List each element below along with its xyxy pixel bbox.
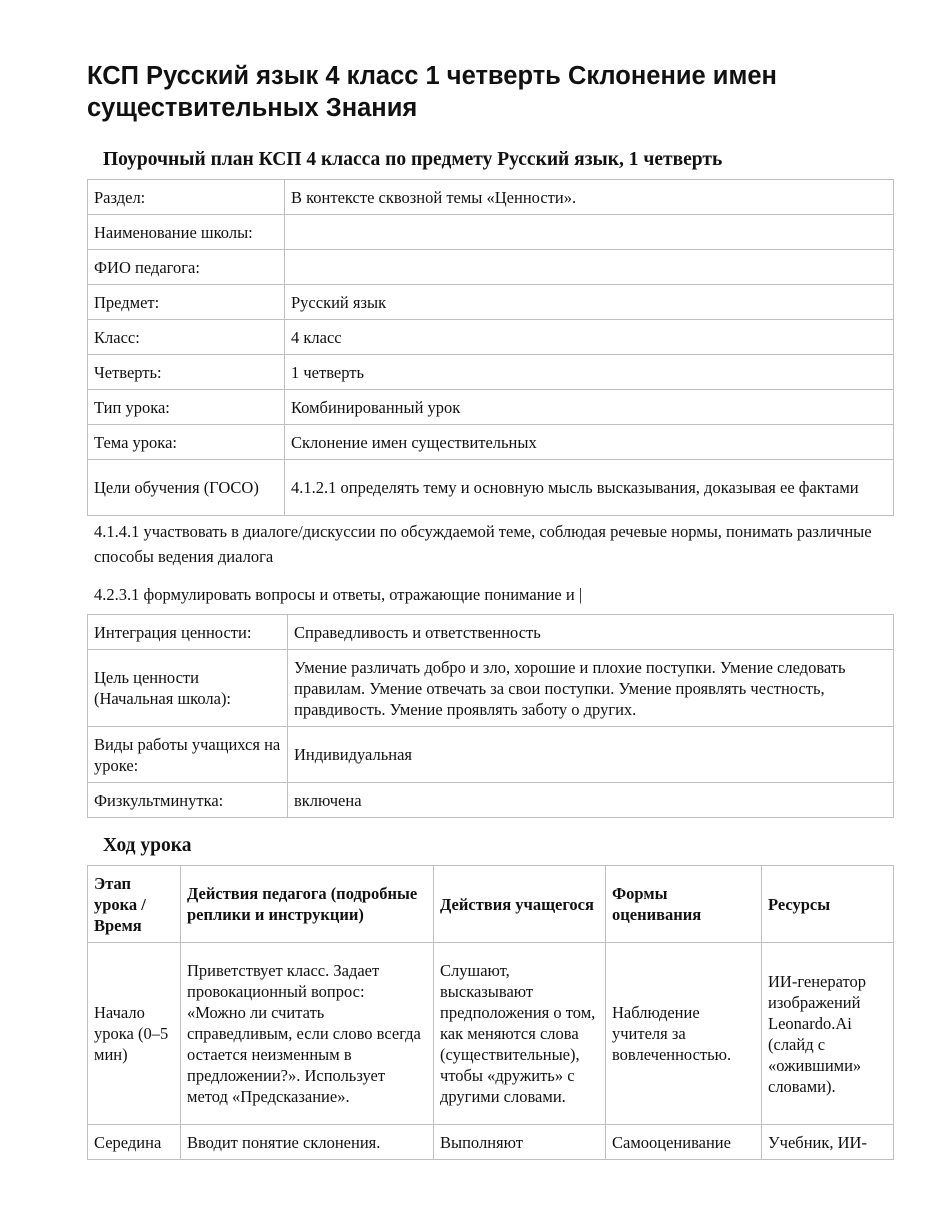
info-value [285, 250, 894, 285]
info-row-teacher [88, 250, 894, 285]
info-value: 4 класс [285, 320, 894, 355]
info-value: 1 четверть [285, 355, 894, 390]
lesson-header-cell: Формы оценивания [606, 866, 762, 943]
lesson-cell: Середина [88, 1125, 181, 1160]
info-label: Тема урока: [88, 425, 285, 460]
info-label: Наименование школы: [88, 215, 285, 250]
lesson-heading: Ход урока [103, 835, 192, 856]
values-label: Интеграция ценности: [88, 615, 288, 650]
info-row-lesson-type [88, 390, 894, 425]
lesson-row [88, 1125, 894, 1160]
info-label: Предмет: [88, 285, 285, 320]
lesson-header-cell: Этап урока / Время [88, 866, 181, 943]
lesson-cell: ИИ-генератор изображений Leonardo.Ai (слайд с «ожившими» словами). [762, 943, 894, 1125]
lesson-cell: Выполняют [434, 1125, 606, 1160]
lesson-header-row [88, 866, 894, 943]
values-value: Индивидуальная [288, 727, 894, 783]
lesson-header-cell: Ресурсы [762, 866, 894, 943]
info-value: Склонение имен существительных [285, 425, 894, 460]
info-row-grade [88, 320, 894, 355]
goal-paragraph: 4.1.4.1 участвовать в диалоге/дискуссии по обсуждаемой теме, соблюдая речевые нормы, понимать различные способы ведения диалога [94, 522, 872, 566]
info-label: Цели обучения (ГОСО) [88, 460, 285, 516]
values-value: Справедливость и ответственность [288, 615, 894, 650]
values-label: Физкультминутка: [88, 783, 288, 818]
lesson-cell: Приветствует класс. Задает провокационный вопрос: «Можно ли считать справедливым, если слово всегда остается неизменным в предложении?». Использует метод «Предсказание». [181, 943, 434, 1125]
values-row-goal [88, 650, 894, 727]
lesson-row [88, 943, 894, 1125]
info-row-subject [88, 285, 894, 320]
plan-heading: Поурочный план КСП 4 класса по предмету Русский язык, 1 четверть [103, 149, 723, 170]
values-value: Умение различать добро и зло, хорошие и плохие поступки. Умение следовать правилам. Умение отвечать за свои поступки. Умение проявлять честность, правдивость. Умение проявлять заботу о других. [288, 650, 894, 727]
info-value: 4.1.2.1 определять тему и основную мысль высказывания, доказывая ее фактами [285, 460, 894, 516]
lesson-cell: Наблюдение учителя за вовлеченностью. [606, 943, 762, 1125]
info-row-quarter [88, 355, 894, 390]
info-label: Раздел: [88, 180, 285, 215]
lesson-cell: Вводит понятие склонения. [181, 1125, 434, 1160]
info-table [87, 179, 894, 516]
info-row-goals [88, 460, 894, 516]
values-value: включена [288, 783, 894, 818]
info-row-school [88, 215, 894, 250]
info-value: Русский язык [285, 285, 894, 320]
info-label: Класс: [88, 320, 285, 355]
values-row-physical [88, 783, 894, 818]
lesson-cell: Начало урока (0–5 мин) [88, 943, 181, 1125]
info-label: ФИО педагога: [88, 250, 285, 285]
values-table [87, 614, 894, 818]
info-value [285, 215, 894, 250]
document-title: КСП Русский язык 4 класс 1 четверть Склонение имен существительных Знания [87, 62, 777, 122]
values-row-work-types [88, 727, 894, 783]
values-row-integration [88, 615, 894, 650]
goal-paragraph: 4.2.3.1 формулировать вопросы и ответы, отражающие понимание и | [94, 585, 583, 604]
lesson-cell: Слушают, высказывают предположения о том, как меняются слова (существительные), чтобы «дружить» с другими словами. [434, 943, 606, 1125]
info-label: Тип урока: [88, 390, 285, 425]
info-row-topic [88, 425, 894, 460]
info-label: Четверть: [88, 355, 285, 390]
info-value: В контексте сквозной темы «Ценности». [285, 180, 894, 215]
lesson-header-cell: Действия педагога (подробные реплики и инструкции) [181, 866, 434, 943]
values-label: Цель ценности (Начальная школа): [88, 650, 288, 727]
lesson-table [87, 865, 894, 1160]
lesson-cell: Учебник, ИИ- [762, 1125, 894, 1160]
lesson-cell: Самооценивание [606, 1125, 762, 1160]
values-label: Виды работы учащихся на уроке: [88, 727, 288, 783]
lesson-header-cell: Действия учащегося [434, 866, 606, 943]
info-value: Комбинированный урок [285, 390, 894, 425]
info-row-section [88, 180, 894, 215]
